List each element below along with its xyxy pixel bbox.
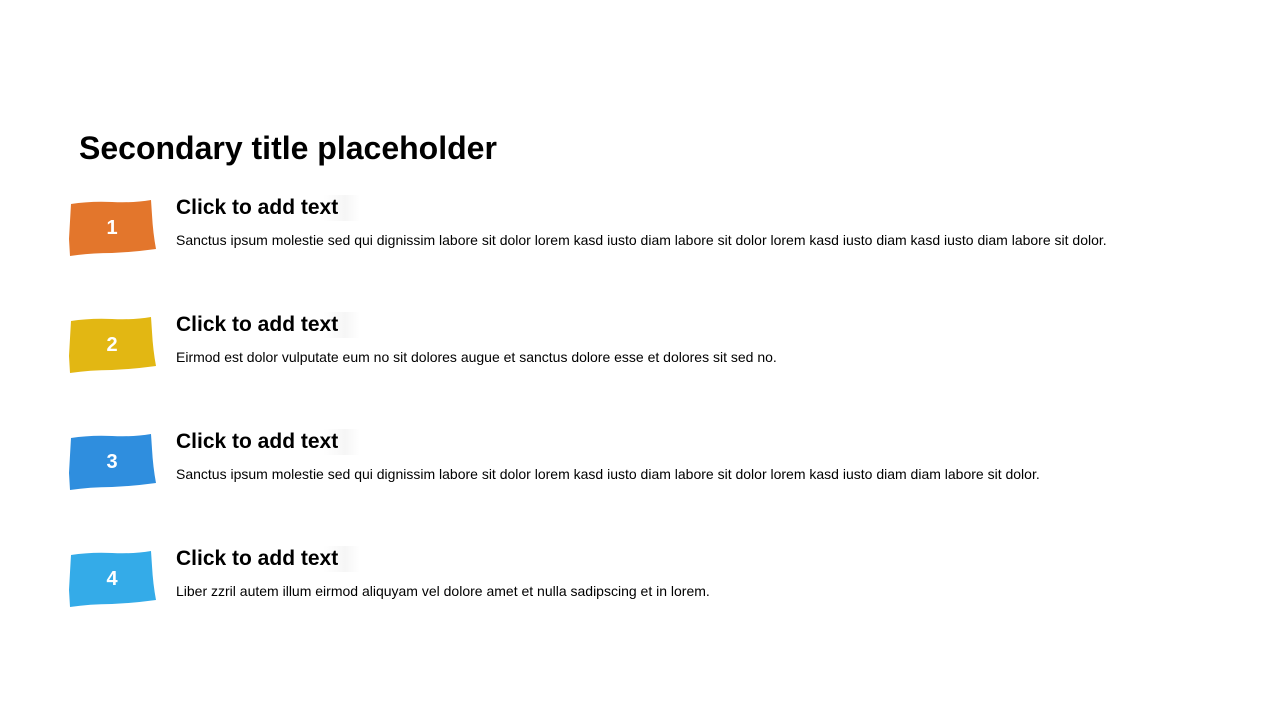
number-badge-4 (68, 550, 156, 608)
item-body[interactable]: Liber zzril autem illum eirmod aliquyam vel dolore amet et nulla sadipscing et in lorem. (176, 583, 710, 599)
number-badge-2 (68, 316, 156, 374)
number-badge-3 (68, 433, 156, 491)
badge-number: 4 (106, 568, 118, 590)
list-item-3 (68, 430, 1248, 493)
item-heading[interactable]: Click to add text (176, 195, 360, 221)
item-body[interactable]: Eirmod est dolor vulputate eum no sit dolores augue et sanctus dolore esse et dolores sit sed no. (176, 349, 777, 365)
number-badge-1 (68, 199, 156, 257)
list-item-4 (68, 547, 1248, 610)
item-body[interactable]: Sanctus ipsum molestie sed qui dignissim labore sit dolor lorem kasd iusto diam labore sit dolor lorem kasd iusto diam diam labore sit dolor. (176, 466, 1040, 482)
item-heading[interactable]: Click to add text (176, 312, 360, 338)
badge-number: 2 (106, 334, 118, 356)
badge-number: 3 (106, 451, 118, 473)
list-item-2 (68, 313, 1248, 376)
badge-number: 1 (106, 217, 118, 239)
slide-title[interactable]: Secondary title placeholder (79, 130, 497, 166)
item-body[interactable]: Sanctus ipsum molestie sed qui dignissim labore sit dolor lorem kasd iusto diam labore sit dolor lorem kasd iusto diam kasd iusto diam labore sit dolor. (176, 232, 1107, 248)
item-heading[interactable]: Click to add text (176, 546, 360, 572)
item-heading[interactable]: Click to add text (176, 429, 360, 455)
list-item-1 (68, 196, 1248, 259)
